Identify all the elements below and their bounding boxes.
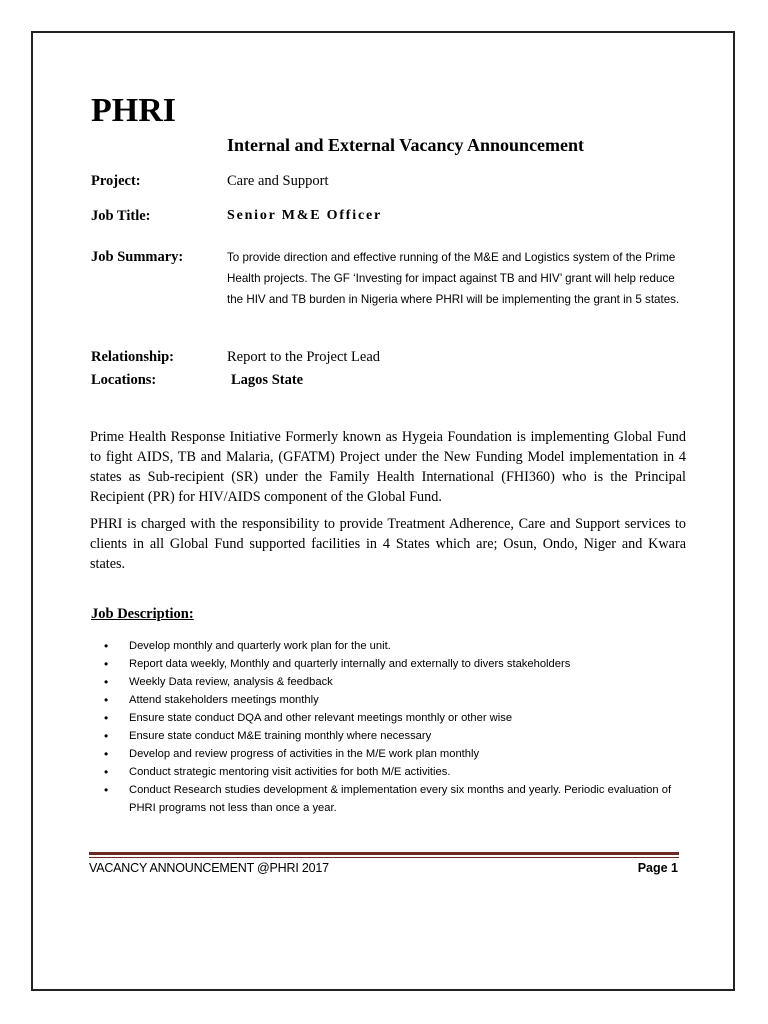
project-label: Project:	[91, 173, 141, 189]
list-item-text: Develop monthly and quarterly work plan for the unit.	[129, 640, 391, 652]
job-summary-text: To provide direction and effective running of the M&E and Logistics system of the Prime Health projects. The GF ‘Investing for impact against TB and HIV’ grant will help reduce the HIV and TB burden in Nigeria where PHRI will be implementing the grant in 5 states.	[227, 251, 680, 306]
bullet-icon: •	[104, 639, 109, 653]
job-summary-label: Job Summary:	[91, 249, 184, 265]
list-item	[104, 691, 694, 709]
list-item-text: Ensure state conduct DQA and other relevant meetings monthly or other wise	[129, 712, 513, 724]
bullet-icon: •	[104, 747, 109, 761]
job-title-value: Senior M&E Officer	[227, 208, 382, 223]
bullet-icon: •	[104, 765, 109, 779]
logo-text: PHRI	[91, 92, 176, 129]
list-item-text: Conduct Research studies development & implementation every six months and yearly. Periodic evaluation of PHRI programs not less than once a year.	[129, 784, 672, 814]
locations-label: Locations:	[91, 372, 157, 388]
list-item	[104, 709, 694, 727]
list-item-text: Conduct strategic mentoring visit activities for both M/E activities.	[129, 766, 451, 778]
list-item	[104, 781, 694, 817]
list-item-text: Weekly Data review, analysis & feedback	[129, 676, 333, 688]
job-description-list	[104, 637, 694, 817]
project-value: Care and Support	[227, 173, 329, 189]
responsibility-paragraph: PHRI is charged with the responsibility to provide Treatment Adherence, Care and Support services to clients in all Global Fund supported facilities in 4 States which are; Osun, Ondo, Niger and Kwara states.	[90, 516, 686, 572]
bullet-icon: •	[104, 783, 109, 797]
list-item-text: Attend stakeholders meetings monthly	[129, 694, 319, 706]
bullet-icon: •	[104, 711, 109, 725]
page-number: Page 1	[637, 861, 678, 875]
list-item-text: Report data weekly, Monthly and quarterly internally and externally to divers stakeholders	[129, 658, 571, 670]
bullet-icon: •	[104, 657, 109, 671]
list-item	[104, 673, 694, 691]
list-item	[104, 727, 694, 745]
locations-value: Lagos State	[231, 372, 304, 388]
job-description-heading: Job Description:	[91, 606, 194, 622]
page-title: Internal and External Vacancy Announcement	[227, 135, 585, 155]
bullet-icon: •	[104, 675, 109, 689]
list-item-text: Develop and review progress of activities in the M/E work plan monthly	[129, 748, 480, 760]
intro-paragraph: Prime Health Response Initiative Formerly known as Hygeia Foundation is implementing Global Fund to fight AIDS, TB and Malaria, (GFATM) Project under the New Funding Model implementation in 4 states as Sub-recipient (SR) under the Family Health International (FHI360) who is the Principal Recipient (PR) for HIV/AIDS component of the Global Fund.	[90, 429, 686, 505]
bullet-icon: •	[104, 693, 109, 707]
list-item	[104, 637, 694, 655]
list-item	[104, 745, 694, 763]
list-item	[104, 655, 694, 673]
relationship-label: Relationship:	[91, 349, 174, 365]
job-title-label: Job Title:	[91, 208, 151, 224]
list-item	[104, 763, 694, 781]
footer-rule-thin	[89, 857, 679, 858]
bullet-icon: •	[104, 729, 109, 743]
footer-text: VACANCY ANNOUNCEMENT @PHRI 2017	[89, 861, 329, 875]
list-item-text: Ensure state conduct M&E training monthly where necessary	[129, 730, 432, 742]
footer-rule-thick	[89, 852, 679, 855]
relationship-value: Report to the Project Lead	[227, 349, 381, 365]
